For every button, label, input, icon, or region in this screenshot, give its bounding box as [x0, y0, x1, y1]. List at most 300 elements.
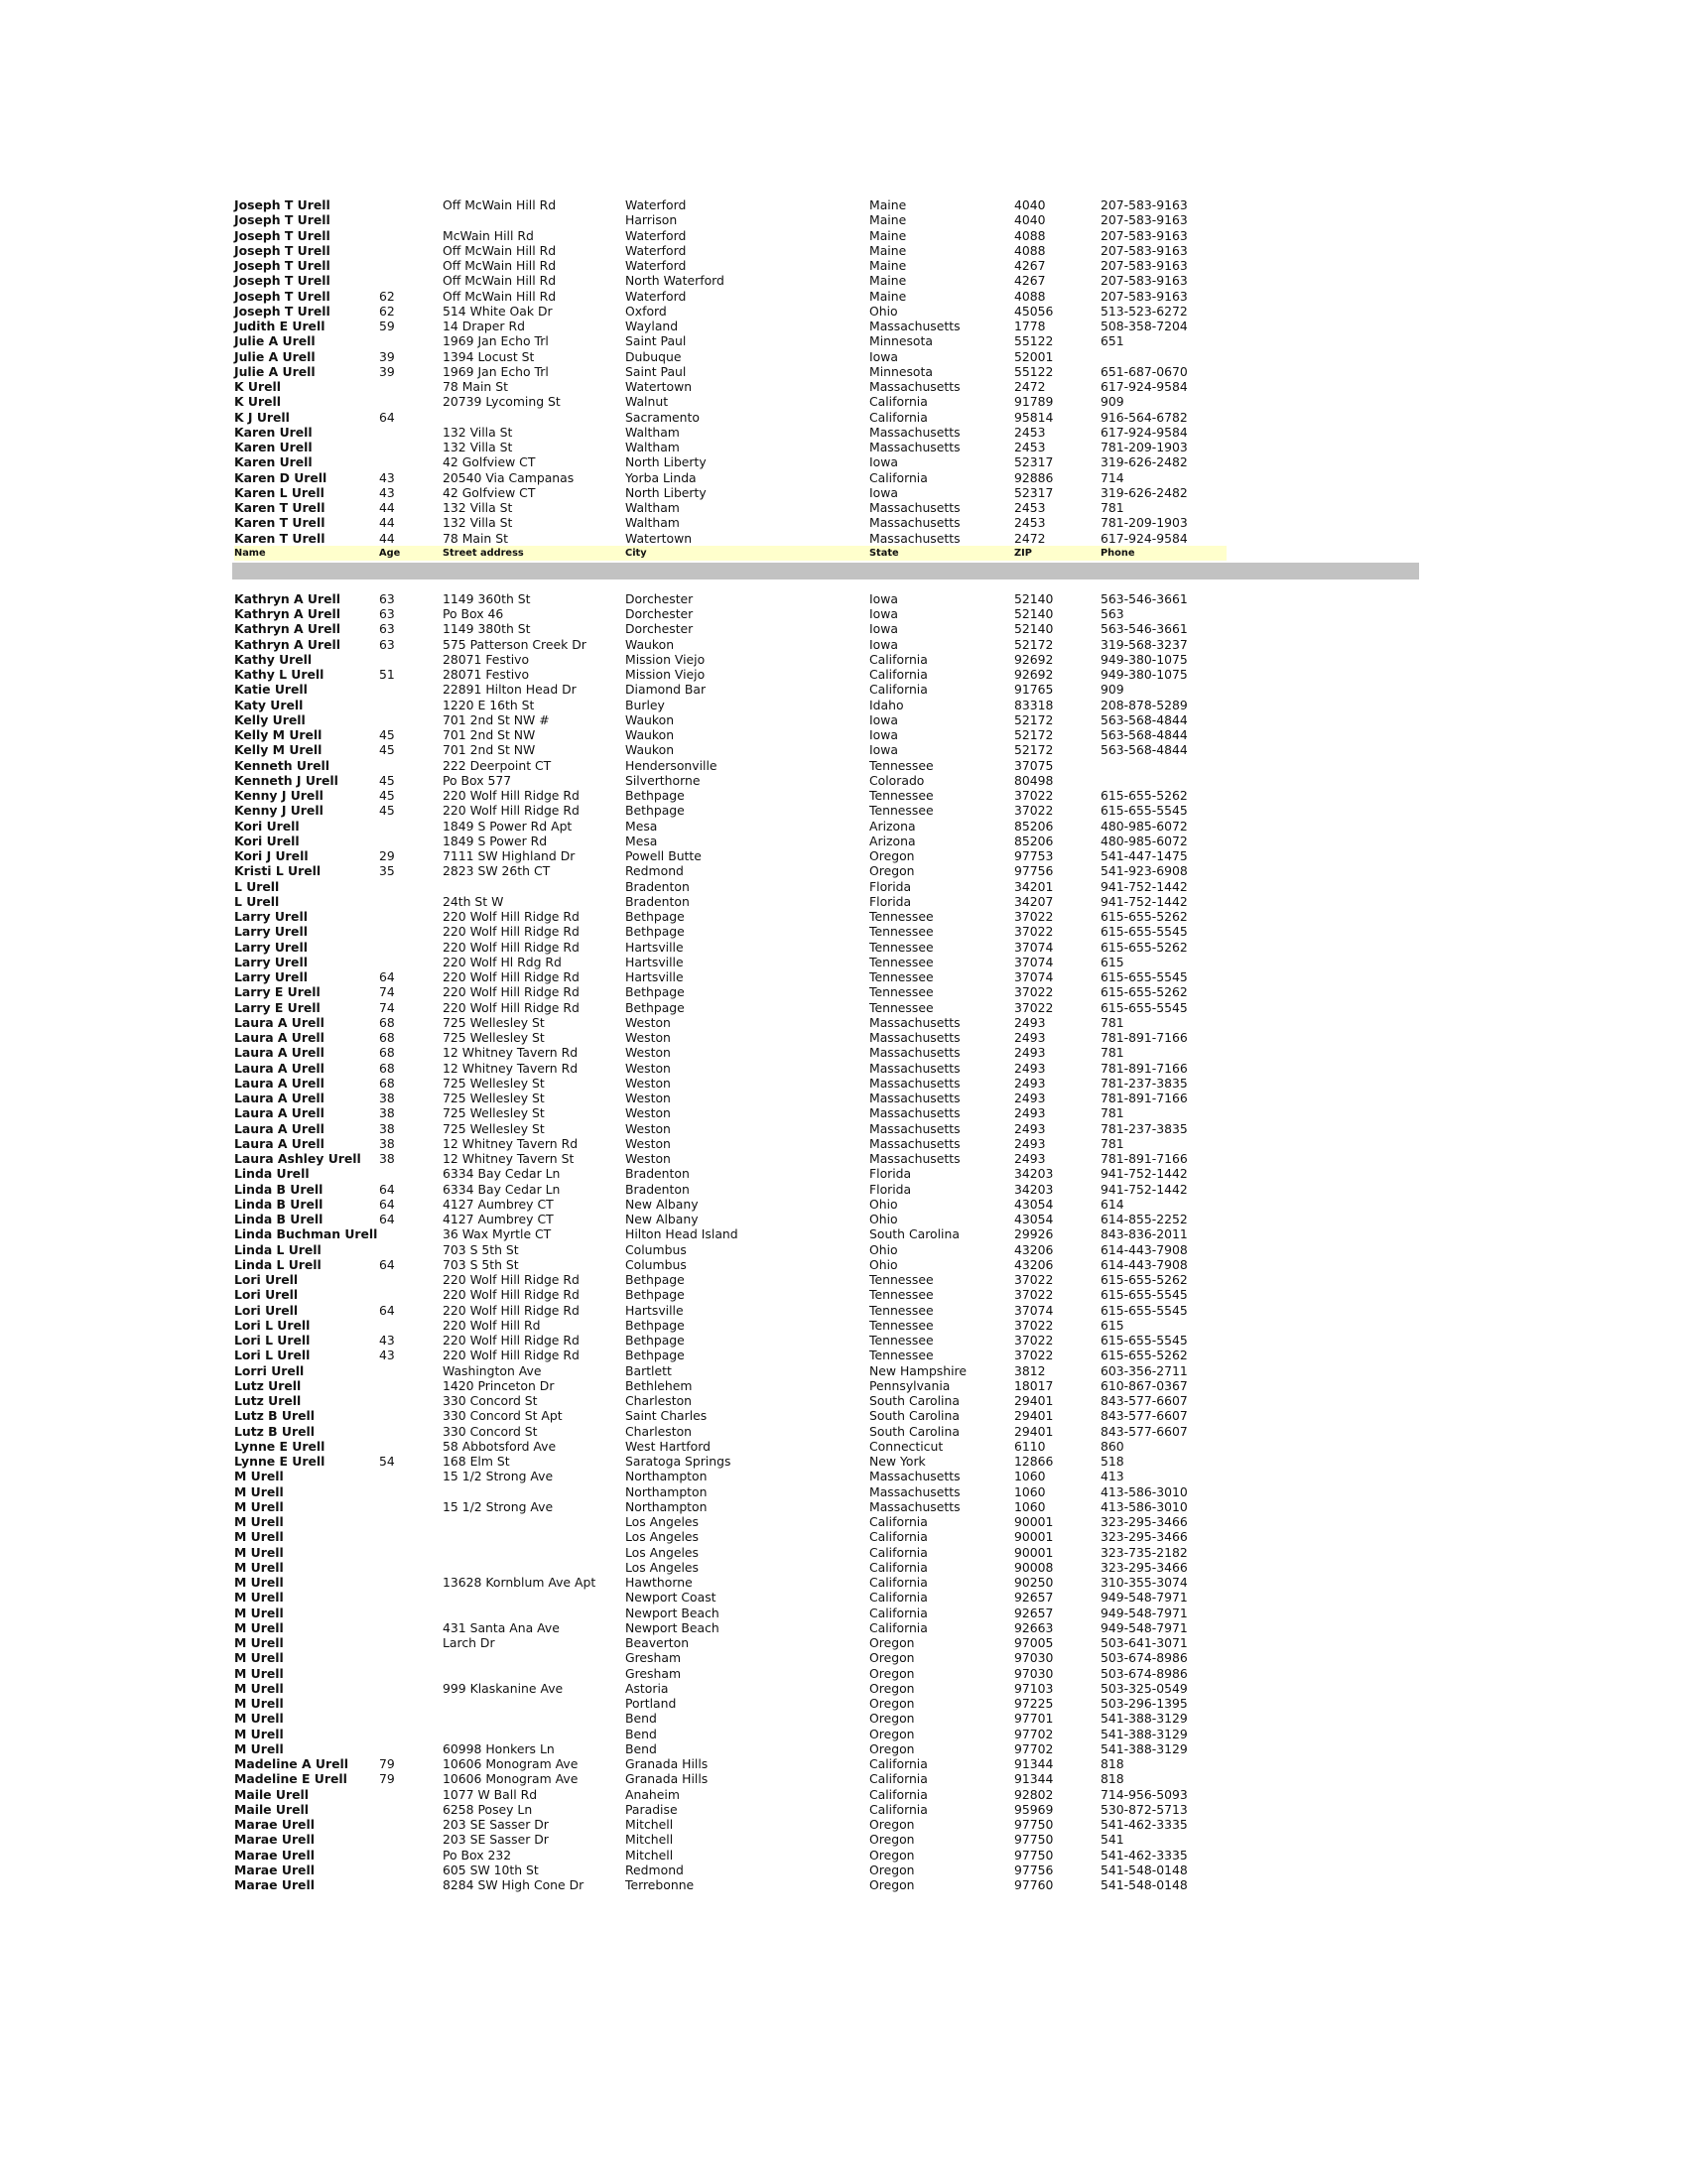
cell-zip: 52140	[1014, 621, 1054, 637]
cell-zip: 6110	[1014, 1438, 1046, 1454]
cell-name: M Urell	[234, 1650, 284, 1666]
cell-name: Laura A Urell	[234, 1075, 325, 1091]
cell-age: 59	[379, 319, 395, 333]
cell-name: M Urell	[234, 1590, 284, 1606]
cell-city: Weston	[625, 1151, 671, 1166]
cell-state: Tennessee	[869, 803, 934, 819]
table-row	[234, 333, 1425, 348]
cell-name: Kathryn A Urell	[234, 590, 341, 606]
cell-street: 222 Deerpoint CT	[443, 757, 552, 773]
cell-phone: 413-586-3010	[1101, 1498, 1188, 1514]
cell-age: 64	[379, 409, 395, 425]
cell-state: Oregon	[869, 1665, 915, 1681]
cell-phone: 518	[1101, 1454, 1124, 1469]
cell-zip: 2493	[1014, 1091, 1046, 1105]
table-row	[234, 364, 1425, 379]
cell-zip: 52317	[1014, 454, 1054, 470]
cell-state: Massachusetts	[869, 1120, 961, 1136]
cell-phone: 949-380-1075	[1101, 651, 1188, 667]
table-row	[234, 1333, 1425, 1348]
cell-city: Charleston	[625, 1423, 693, 1439]
cell-street: 220 Wolf Hill Ridge Rd	[443, 924, 580, 940]
cell-state: Oregon	[869, 1877, 915, 1892]
table-row	[234, 1590, 1425, 1605]
table-row	[234, 863, 1425, 878]
cell-phone: 949-548-7971	[1101, 1605, 1188, 1620]
cell-name: Kathryn A Urell	[234, 636, 341, 652]
cell-state: Oregon	[869, 1817, 915, 1832]
table-row	[234, 243, 1425, 258]
table-row	[234, 531, 1425, 546]
cell-name: M Urell	[234, 1575, 284, 1590]
cell-zip: 2453	[1014, 515, 1046, 531]
column-header-row	[234, 546, 1227, 561]
cell-zip: 2453	[1014, 500, 1046, 515]
cell-zip: 34207	[1014, 893, 1054, 909]
cell-age: 38	[379, 1091, 395, 1105]
cell-zip: 4040	[1014, 197, 1046, 212]
cell-city: Bethpage	[625, 1348, 685, 1363]
cell-phone: 563-546-3661	[1101, 621, 1188, 637]
cell-street: 220 Wolf Hill Rd	[443, 1317, 541, 1333]
table-row	[234, 1136, 1425, 1151]
cell-phone: 319-626-2482	[1101, 454, 1188, 470]
cell-name: Lori L Urell	[234, 1348, 311, 1363]
table-row	[234, 969, 1425, 984]
cell-phone: 818	[1101, 1756, 1124, 1771]
cell-state: Maine	[869, 258, 907, 273]
cell-zip: 29401	[1014, 1393, 1054, 1408]
cell-state: Tennessee	[869, 969, 934, 984]
header-name: Name	[234, 547, 266, 559]
cell-city: Saint Charles	[625, 1408, 708, 1424]
cell-name: M Urell	[234, 1605, 284, 1620]
cell-city: Bartlett	[625, 1362, 672, 1378]
cell-zip: 90008	[1014, 1559, 1054, 1575]
table-row	[234, 1832, 1425, 1847]
cell-name: Laura A Urell	[234, 1030, 325, 1045]
cell-city: Northampton	[625, 1498, 708, 1514]
cell-city: Bethpage	[625, 1317, 685, 1333]
cell-name: Lori L Urell	[234, 1333, 311, 1348]
table-row	[234, 228, 1425, 243]
table-row	[234, 879, 1425, 894]
cell-state: Iowa	[869, 590, 898, 606]
cell-city: Bethpage	[625, 1287, 685, 1303]
cell-zip: 12866	[1014, 1454, 1054, 1469]
cell-phone: 615-655-5545	[1101, 803, 1188, 819]
cell-city: Silverthorne	[625, 772, 701, 788]
cell-zip: 90001	[1014, 1514, 1054, 1529]
cell-city: Charleston	[625, 1393, 693, 1408]
cell-age: 79	[379, 1771, 395, 1787]
cell-zip: 2493	[1014, 1151, 1046, 1166]
table-row	[234, 500, 1425, 515]
cell-state: Iowa	[869, 621, 898, 637]
cell-zip: 92657	[1014, 1605, 1054, 1620]
cell-street: 220 Wolf Hl Rdg Rd	[443, 954, 562, 969]
cell-age: 44	[379, 515, 395, 531]
cell-city: Bethpage	[625, 788, 685, 803]
cell-state: Maine	[869, 227, 907, 243]
cell-street: 1394 Locust St	[443, 348, 535, 364]
cell-zip: 37022	[1014, 1333, 1054, 1348]
cell-zip: 90001	[1014, 1544, 1054, 1560]
cell-age: 54	[379, 1454, 395, 1469]
cell-name: Kori Urell	[234, 833, 300, 848]
cell-name: Madeline E Urell	[234, 1771, 347, 1787]
cell-name: Kori J Urell	[234, 848, 309, 863]
cell-zip: 91344	[1014, 1771, 1054, 1787]
cell-street: 20739 Lycoming St	[443, 394, 561, 410]
cell-state: South Carolina	[869, 1423, 960, 1439]
cell-state: South Carolina	[869, 1408, 960, 1424]
table-row	[234, 1681, 1425, 1696]
cell-zip: 37074	[1014, 939, 1054, 955]
cell-street: 1149 360th St	[443, 590, 531, 606]
cell-street: Po Box 232	[443, 1847, 512, 1863]
cell-age: 45	[379, 788, 395, 803]
cell-phone: 208-878-5289	[1101, 697, 1188, 712]
cell-state: Oregon	[869, 1740, 915, 1756]
cell-state: Tennessee	[869, 1302, 934, 1318]
cell-street: 132 Villa St	[443, 500, 513, 515]
cell-phone: 617-924-9584	[1101, 424, 1188, 440]
cell-city: Bend	[625, 1711, 657, 1727]
cell-phone: 513-523-6272	[1101, 303, 1188, 319]
cell-city: Waltham	[625, 424, 680, 440]
cell-state: Maine	[869, 197, 907, 212]
cell-name: Maile Urell	[234, 1801, 309, 1817]
cell-street: 725 Wellesley St	[443, 1105, 545, 1121]
cell-street: 132 Villa St	[443, 424, 513, 440]
cell-name: Kathryn A Urell	[234, 606, 341, 621]
cell-street: 330 Concord St	[443, 1393, 538, 1408]
cell-zip: 2493	[1014, 1135, 1046, 1151]
cell-zip: 34203	[1014, 1181, 1054, 1197]
cell-zip: 52172	[1014, 742, 1054, 758]
cell-street: 1220 E 16th St	[443, 697, 535, 712]
cell-name: Karen Urell	[234, 454, 313, 470]
table-row	[234, 1606, 1425, 1620]
cell-street: 1969 Jan Echo Trl	[443, 363, 549, 379]
cell-age: 51	[379, 667, 395, 682]
cell-phone: 941-752-1442	[1101, 878, 1188, 894]
cell-state: Florida	[869, 1181, 912, 1197]
cell-age: 43	[379, 1333, 395, 1348]
cell-zip: 37022	[1014, 909, 1054, 924]
table-row	[234, 1499, 1425, 1514]
cell-street: Larch Dr	[443, 1635, 495, 1650]
cell-city: Harrison	[625, 212, 678, 228]
cell-zip: 97750	[1014, 1817, 1054, 1832]
cell-city: Saint Paul	[625, 363, 687, 379]
cell-zip: 91789	[1014, 394, 1054, 410]
cell-state: South Carolina	[869, 1393, 960, 1408]
cell-street: 4127 Aumbrey CT	[443, 1212, 554, 1226]
cell-city: Waltham	[625, 500, 680, 515]
cell-name: Larry E Urell	[234, 999, 321, 1015]
cell-phone: 615-655-5545	[1101, 999, 1188, 1015]
table-row	[234, 258, 1425, 273]
table-row	[234, 1787, 1425, 1802]
cell-city: Walnut	[625, 394, 669, 410]
table-row	[234, 1378, 1425, 1393]
cell-zip: 4267	[1014, 273, 1046, 289]
cell-phone: 781-891-7166	[1101, 1091, 1188, 1105]
cell-zip: 29926	[1014, 1226, 1054, 1242]
cell-phone: 207-583-9163	[1101, 288, 1188, 304]
cell-city: Weston	[625, 1045, 671, 1061]
cell-phone: 843-577-6607	[1101, 1408, 1188, 1424]
cell-street: 725 Wellesley St	[443, 1030, 545, 1045]
cell-city: Sacramento	[625, 409, 700, 425]
cell-phone: 323-295-3466	[1101, 1559, 1188, 1575]
table-row	[234, 1303, 1425, 1318]
cell-state: Iowa	[869, 711, 898, 727]
table-row	[234, 1741, 1425, 1756]
cell-name: Karen D Urell	[234, 469, 327, 485]
cell-phone: 781-891-7166	[1101, 1060, 1188, 1076]
page-break-bar	[232, 563, 1419, 579]
cell-city: North Waterford	[625, 273, 724, 289]
cell-zip: 4040	[1014, 212, 1046, 228]
cell-zip: 92692	[1014, 667, 1054, 682]
cell-phone: 781-209-1903	[1101, 515, 1188, 531]
cell-street: Off McWain Hill Rd	[443, 258, 557, 273]
cell-age: 68	[379, 1060, 395, 1076]
cell-name: Julie A Urell	[234, 363, 316, 379]
table-row	[234, 742, 1425, 757]
cell-phone: 615-655-5545	[1101, 1333, 1188, 1348]
cell-zip: 34203	[1014, 1166, 1054, 1182]
cell-phone: 781	[1101, 500, 1124, 515]
cell-name: Kelly M Urell	[234, 742, 323, 758]
cell-phone: 617-924-9584	[1101, 530, 1188, 546]
cell-phone: 563-568-4844	[1101, 727, 1188, 742]
cell-name: Larry Urell	[234, 909, 308, 924]
header-zip: ZIP	[1014, 547, 1032, 559]
cell-city: North Liberty	[625, 484, 707, 500]
cell-name: Maile Urell	[234, 1786, 309, 1802]
cell-street: 42 Golfview CT	[443, 454, 536, 470]
cell-city: Terrebonne	[625, 1877, 695, 1892]
cell-name: M Urell	[234, 1740, 284, 1756]
cell-age: 39	[379, 348, 395, 364]
cell-phone: 714	[1101, 469, 1124, 485]
cell-zip: 37022	[1014, 1348, 1054, 1363]
cell-city: Bradenton	[625, 1181, 690, 1197]
table-row	[234, 1529, 1425, 1544]
cell-zip: 37022	[1014, 1317, 1054, 1333]
cell-phone: 563-568-4844	[1101, 711, 1188, 727]
cell-name: Karen T Urell	[234, 500, 325, 515]
table-row	[234, 1393, 1425, 1408]
cell-state: California	[869, 651, 928, 667]
cell-age: 63	[379, 636, 395, 652]
cell-age: 68	[379, 1075, 395, 1091]
cell-state: Massachusetts	[869, 1151, 961, 1166]
cell-zip: 18017	[1014, 1377, 1054, 1393]
cell-street: 725 Wellesley St	[443, 1075, 545, 1091]
cell-street: 15 1/2 Strong Ave	[443, 1469, 554, 1484]
cell-zip: 52172	[1014, 636, 1054, 652]
cell-street: 1077 W Ball Rd	[443, 1786, 538, 1802]
table-row	[234, 834, 1425, 848]
cell-name: Karen T Urell	[234, 515, 325, 531]
cell-state: Tennessee	[869, 954, 934, 969]
cell-phone: 615-655-5545	[1101, 924, 1188, 940]
cell-name: Marae Urell	[234, 1862, 315, 1877]
cell-state: Oregon	[869, 1711, 915, 1727]
cell-state: Tennessee	[869, 999, 934, 1015]
table-row	[234, 1863, 1425, 1877]
cell-phone: 615	[1101, 1317, 1124, 1333]
cell-zip: 2453	[1014, 424, 1046, 440]
cell-state: Ohio	[869, 1196, 898, 1212]
header-age: Age	[379, 547, 401, 559]
cell-zip: 92663	[1014, 1619, 1054, 1635]
cell-state: Massachusetts	[869, 1075, 961, 1091]
cell-city: Wayland	[625, 319, 679, 333]
cell-state: Tennessee	[869, 1348, 934, 1363]
cell-zip: 83318	[1014, 697, 1054, 712]
cell-phone: 323-735-2182	[1101, 1544, 1188, 1560]
cell-name: Larry Urell	[234, 954, 308, 969]
cell-zip: 2472	[1014, 379, 1046, 394]
cell-name: M Urell	[234, 1619, 284, 1635]
cell-state: Iowa	[869, 727, 898, 742]
cell-phone: 563-568-4844	[1101, 742, 1188, 758]
cell-phone: 541-447-1475	[1101, 848, 1188, 863]
cell-phone: 207-583-9163	[1101, 197, 1188, 212]
cell-phone: 319-626-2482	[1101, 484, 1188, 500]
cell-street: 78 Main St	[443, 530, 508, 546]
cell-street: 4127 Aumbrey CT	[443, 1196, 554, 1212]
table-row	[234, 440, 1425, 454]
table-row	[234, 1257, 1425, 1272]
cell-state: California	[869, 1544, 928, 1560]
cell-street: 28071 Festivo	[443, 667, 530, 682]
cell-state: Massachusetts	[869, 1483, 961, 1499]
cell-phone: 614-443-7908	[1101, 1256, 1188, 1272]
cell-zip: 34201	[1014, 878, 1054, 894]
table-row	[234, 1105, 1425, 1120]
cell-name: Linda Urell	[234, 1166, 310, 1182]
table-row	[234, 621, 1425, 636]
cell-phone: 843-577-6607	[1101, 1423, 1188, 1439]
cell-state: Ohio	[869, 303, 898, 319]
cell-name: M Urell	[234, 1529, 284, 1545]
cell-city: Dorchester	[625, 621, 694, 637]
table-row	[234, 1469, 1425, 1483]
table-row	[234, 485, 1425, 500]
cell-zip: 55122	[1014, 333, 1054, 349]
cell-name: M Urell	[234, 1665, 284, 1681]
cell-state: Tennessee	[869, 924, 934, 940]
cell-zip: 95969	[1014, 1801, 1054, 1817]
cell-city: Bend	[625, 1726, 657, 1741]
cell-zip: 52140	[1014, 606, 1054, 621]
table-row	[234, 1635, 1425, 1650]
cell-phone: 615-655-5262	[1101, 1272, 1188, 1287]
cell-name: Lori Urell	[234, 1302, 299, 1318]
cell-state: Iowa	[869, 484, 898, 500]
cell-city: North Liberty	[625, 454, 707, 470]
cell-zip: 1060	[1014, 1483, 1046, 1499]
cell-street: 220 Wolf Hill Ridge Rd	[443, 803, 580, 819]
cell-street: 7111 SW Highland Dr	[443, 848, 576, 863]
cell-state: Massachusetts	[869, 1105, 961, 1121]
cell-phone: 413-586-3010	[1101, 1483, 1188, 1499]
cell-zip: 37074	[1014, 1302, 1054, 1318]
cell-street: 15 1/2 Strong Ave	[443, 1498, 554, 1514]
cell-state: California	[869, 1756, 928, 1771]
cell-city: Gresham	[625, 1665, 682, 1681]
cell-state: Minnesota	[869, 363, 933, 379]
cell-state: Massachusetts	[869, 319, 961, 333]
table-row	[234, 319, 1425, 333]
cell-phone: 615-655-5262	[1101, 984, 1188, 1000]
cell-state: Ohio	[869, 1256, 898, 1272]
cell-zip: 52172	[1014, 727, 1054, 742]
cell-street: Po Box 577	[443, 772, 512, 788]
cell-street: 12 Whitney Tavern Rd	[443, 1135, 579, 1151]
table-row	[234, 1666, 1425, 1681]
cell-city: Weston	[625, 1091, 671, 1105]
table-row	[234, 698, 1425, 712]
cell-name: Karen Urell	[234, 424, 313, 440]
cell-phone: 207-583-9163	[1101, 273, 1188, 289]
cell-city: Bradenton	[625, 878, 690, 894]
cell-city: Bethpage	[625, 924, 685, 940]
cell-zip: 90250	[1014, 1575, 1054, 1590]
cell-city: Burley	[625, 697, 665, 712]
cell-name: Larry Urell	[234, 969, 308, 984]
cell-street: 703 S 5th St	[443, 1241, 519, 1257]
cell-street: Off McWain Hill Rd	[443, 273, 557, 289]
cell-age: 64	[379, 1196, 395, 1212]
table-row	[234, 212, 1425, 227]
cell-zip: 90001	[1014, 1529, 1054, 1545]
table-row	[234, 1061, 1425, 1076]
cell-state: California	[869, 1786, 928, 1802]
table-row	[234, 410, 1425, 425]
cell-street: 78 Main St	[443, 379, 508, 394]
cell-street: 514 White Oak Dr	[443, 303, 553, 319]
cell-name: Karen Urell	[234, 440, 313, 454]
cell-city: Diamond Bar	[625, 682, 707, 698]
cell-city: Weston	[625, 1135, 671, 1151]
cell-city: Weston	[625, 1014, 671, 1030]
cell-state: California	[869, 1575, 928, 1590]
cell-state: California	[869, 1529, 928, 1545]
cell-state: Massachusetts	[869, 440, 961, 454]
cell-state: Minnesota	[869, 333, 933, 349]
cell-zip: 92802	[1014, 1786, 1054, 1802]
cell-state: Tennessee	[869, 788, 934, 803]
cell-name: Larry E Urell	[234, 984, 321, 1000]
cell-zip: 2493	[1014, 1060, 1046, 1076]
cell-zip: 2493	[1014, 1075, 1046, 1091]
cell-name: Lutz Urell	[234, 1377, 302, 1393]
cell-name: Laura A Urell	[234, 1045, 325, 1061]
cell-zip: 97702	[1014, 1726, 1054, 1741]
cell-name: Lori Urell	[234, 1287, 299, 1303]
cell-street: 1149 380th St	[443, 621, 531, 637]
cell-phone: 508-358-7204	[1101, 319, 1188, 333]
table-row	[234, 924, 1425, 939]
